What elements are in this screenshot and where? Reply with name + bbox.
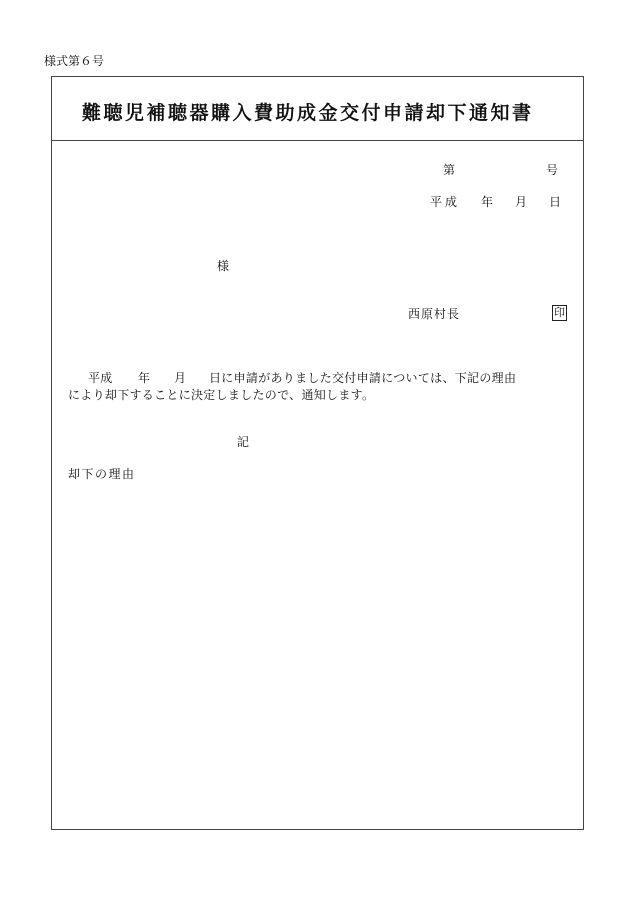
notice-form-frame xyxy=(51,76,584,830)
ki-heading: 記 xyxy=(237,435,250,449)
issuer-name: 西原村長 xyxy=(408,307,461,321)
body-month: 月 xyxy=(174,371,187,385)
body-year: 年 xyxy=(138,371,151,385)
date-year: 年 xyxy=(481,195,494,209)
body-line1-rest: 日に申請がありました交付申請については、下記の理由 xyxy=(209,371,517,385)
date-month: 月 xyxy=(515,195,528,209)
body-line2: により却下することに決定しましたので、通知します。 xyxy=(68,388,375,402)
form-number: 様式第６号 xyxy=(44,54,105,68)
date-era: 平成 xyxy=(430,195,461,209)
doc-number-suffix: 号 xyxy=(546,163,559,177)
reason-label: 却下の理由 xyxy=(68,467,136,481)
title-row xyxy=(52,77,583,141)
addressee-honorific: 様 xyxy=(217,259,230,273)
document-title: 難聴児補聴器購入費助成金交付申請却下通知書 xyxy=(82,102,534,124)
date-day: 日 xyxy=(549,195,562,209)
seal-mark: 印 xyxy=(554,306,565,319)
body-era: 平成 xyxy=(88,371,113,385)
doc-number-prefix: 第 xyxy=(443,163,456,177)
